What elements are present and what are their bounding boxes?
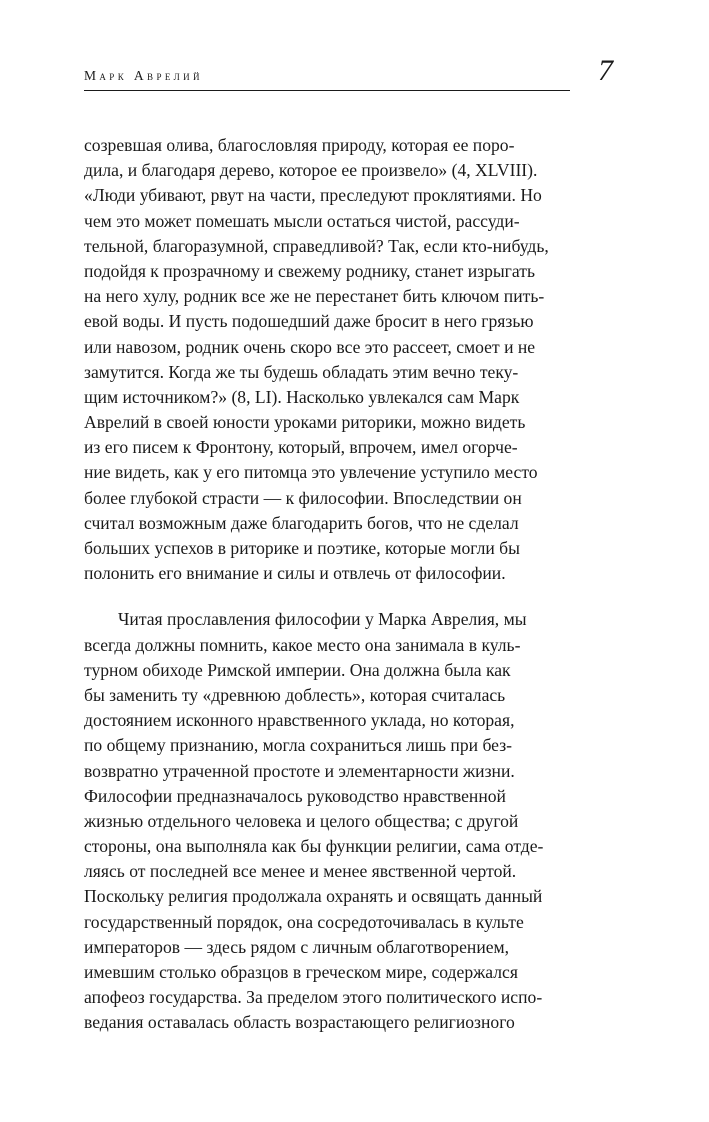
text-line: «Люди убивают, рвут на части, преследуют проклятиями. Но [84, 185, 542, 206]
text-line: из его писем к Фронтону, который, впрочем, имел огорче- [84, 437, 518, 458]
paragraph-gap [84, 586, 624, 607]
text-line: на него хулу, родник все же не перестанет бить ключом пить- [84, 286, 545, 307]
text-line: чем это может помешать мысли остаться чистой, рассуди- [84, 210, 520, 231]
page-number: 7 [598, 54, 613, 87]
text-line: Поскольку религия продолжала охранять и освящать данный [84, 886, 543, 907]
text-line: ведания оставалась область возрастающего религиозного [84, 1012, 515, 1033]
text-line: ляясь от последней все менее и менее явственной чертой. [84, 861, 517, 882]
text-line: Аврелий в своей юности уроками риторики, можно видеть [84, 412, 526, 433]
text-line: апофеоз государства. За пределом этого политического испо- [84, 987, 543, 1008]
text-line: государственный порядок, она сосредоточивалась в культе [84, 911, 524, 932]
text-line: стороны, она выполняла как бы функции религии, сама отде- [84, 836, 544, 857]
text-line: замутится. Когда же ты будешь обладать этим вечно теку- [84, 361, 519, 382]
text-line: созревшая олива, благословляя природу, которая ее поро- [84, 135, 515, 155]
text-line: Философии предназначалось руководство нравственной [84, 785, 506, 806]
text-line: подойдя к прозрачному и свежему роднику, станет изрыгать [84, 260, 535, 281]
text-line: евой воды. И пусть подошедший даже бросит в него грязью [84, 311, 534, 332]
text-line: или навозом, родник очень скоро все это рассеет, смоет и не [84, 336, 536, 357]
text-line: более глубокой страсти — к философии. Впоследствии он [84, 487, 522, 508]
running-head-author: Марк Аврелий [84, 68, 203, 83]
paragraph-2 [84, 607, 624, 1035]
text-line: тельной, благоразумной, справедливой? Так, если кто-нибудь, [84, 235, 549, 256]
text-line: бы заменить ту «древнюю доблесть», которая считалась [84, 684, 506, 705]
text-line: всегда должны помнить, какое место она занимала в куль- [84, 634, 521, 655]
running-head [84, 60, 570, 91]
text-line: Читая прославления философии у Марка Аврелия, мы [118, 609, 527, 630]
text-line: жизнью отдельного человека и целого общества; с другой [84, 810, 519, 831]
text-line: щим источником?» (8, LI). Насколько увлекался сам Марк [84, 386, 520, 407]
text-line: по общему признанию, могла сохраниться лишь при без- [84, 735, 513, 756]
text-line: больших успехов в риторике и поэтике, которые могли бы [84, 538, 520, 558]
text-line: дила, и благодаря дерево, которое ее произвело» (4, XLVIII). [84, 160, 538, 181]
text-line: императоров — здесь рядом с личным облаготворением, [84, 936, 510, 957]
text-line: полонить его внимание и силы и отвлечь от философии. [84, 563, 506, 584]
text-line: достоянием исконного нравственного уклада, но которая, [84, 710, 515, 731]
text-line: считал возможным даже благодарить богов, что не сделал [84, 512, 519, 533]
text-body [84, 133, 624, 1036]
text-line: ние видеть, как у его питомца это увлечение уступило место [84, 462, 538, 483]
text-line: возвратно утраченной простоте и элементарности жизни. [84, 760, 515, 781]
paragraph-1 [84, 133, 624, 586]
text-line: имевшим столько образцов в греческом мире, содержался [84, 962, 518, 982]
text-line: турном обиходе Римской империи. Она должна была как [84, 659, 511, 680]
